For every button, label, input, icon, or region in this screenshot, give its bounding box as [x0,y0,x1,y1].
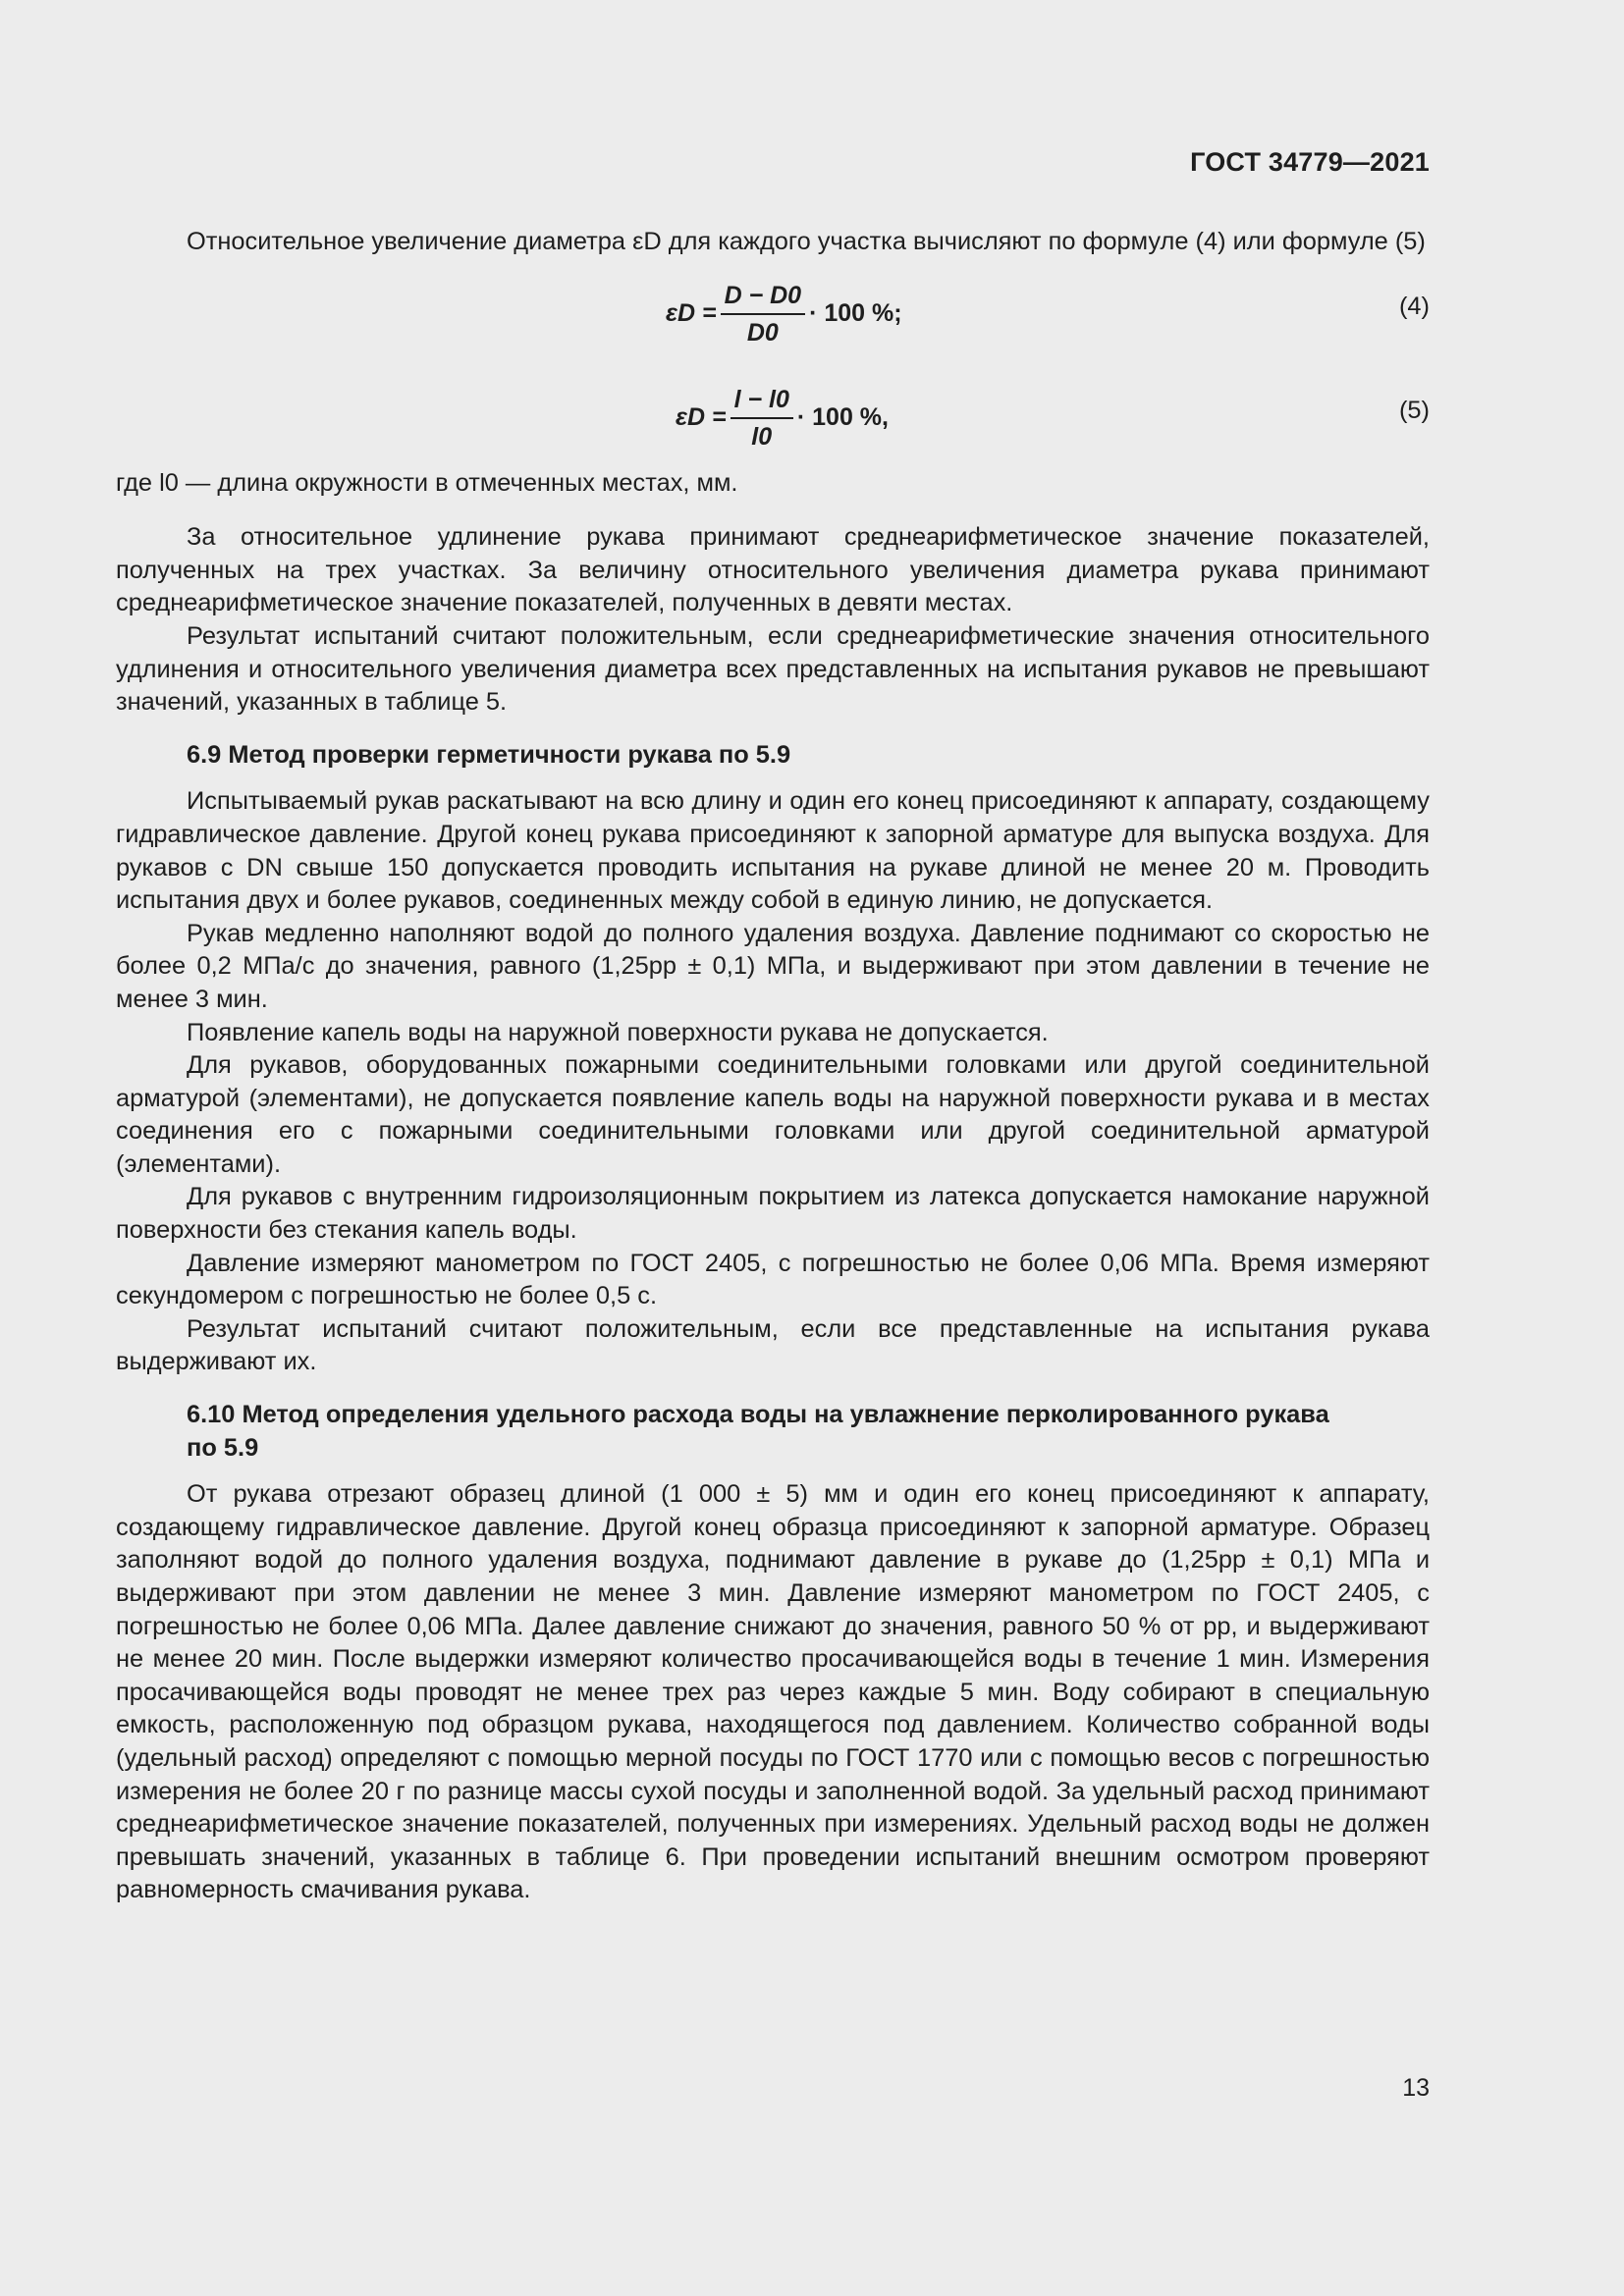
formula-5-number: (5) [1398,396,1430,424]
paragraph: Результат испытаний считают положительным, если все представленные на испытания рукава выдерживают их. [116,1314,1430,1376]
paragraph: От рукава отрезают образец длиной (1 000 ± 5) мм и один его конец присоединяют к аппарату, создающему гидравлическое давление. Другой конец образца присоединяют к запорной арматуре. Образец заполняют водой до полного удаления воздуха, поднимают давление в рукаве до (1,25pp ± 0,1) МПа и выдерживают при этом давлении не менее 3 мин. Давление измеряют манометром по ГОСТ 2405, с погрешностью не более 0,06 МПа. Далее давление снижают до значения, равного 50 % от pp, и выдерживают не менее 20 мин. После выдержки измеряют количество просачивающейся воды в течение 1 мин. Измерения просачивающейся воды проводят не менее трех раз через каждые 5 мин. Воду собирают в специальную емкость, расположенную под образцом рукава, находящегося под давлением. Количество собранной воды (удельный расход) определяют с помощью мерной посуды по ГОСТ 1770 или с помощью весов с погрешностью измерения не более 20 г по разнице массы сухой посуды и заполненной водой. За удельный расход принимают среднеарифметическое значение показателей, полученных при измерениях. Удельный расход воды не должен превышать значений, указанных в таблице 6. При проведении испытаний внешним осмотром проверяют равномерность смачивания рукава. [116,1480,1430,1904]
formula-4-denominator: D0 [746,318,779,347]
formula-5-tail: · 100 %, [796,402,889,431]
formula-5-lhs: εD = [676,402,727,431]
formula-4-tail: · 100 %; [809,298,902,327]
page-content [116,226,1430,1907]
paragraph: Давление измеряют манометром по ГОСТ 2405, с погрешностью не более 0,06 МПа. Время измеряют секундомером с погрешностью не более 0,5 с. [116,1249,1430,1310]
paragraph: Появление капель воды на наружной поверхности рукава не допускается. [187,1018,1049,1046]
formula-4-numerator: D − D0 [721,280,806,315]
paragraph: Результат испытаний считают положительным, если среднеарифметические значения относительного удлинения и относительного увеличения диаметра всех представленных на испытания рукавов не превышают значений, указанных в таблице 5. [116,621,1430,717]
formula-5 [116,369,1430,467]
paragraph: Для рукавов с внутренним гидроизоляционным покрытием из латекса допускается намокание наружной поверхности без стекания капель воды. [116,1183,1430,1245]
page-number: 13 [1402,2074,1430,2102]
document-code: ГОСТ 34779—2021 [1190,147,1430,177]
formula-4-lhs: εD = [666,298,717,327]
paragraph: Для рукавов, оборудованных пожарными соединительными головками или другой соединительной арматурой (элементами), не допускается появление капель воды на наружной поверхности рукава и в местах соединения его с пожарными соединительными головками или другой соединительной арматурой (элементами). [116,1051,1430,1178]
section-title-6-10: 6.10 Метод определения удельного расхода воды на увлажнение перколированного рукава по 5.9 [187,1401,1329,1462]
formula-4 [116,265,1430,363]
paragraph: Рукав медленно наполняют водой до полного удаления воздуха. Давление поднимают со скоростью не более 0,2 МПа/с до значения, равного (1,25pp ± 0,1) МПа, и выдерживают при этом давлении в течение не менее 3 мин. [116,919,1430,1013]
formula-5-numerator: l − l0 [731,384,793,419]
paragraph: Испытываемый рукав раскатывают на всю длину и один его конец присоединяют к аппарату, создающему гидравлическое давление. Другой конец рукава присоединяют к запорной арматуре для выпуска воздуха. Для рукавов с DN свыше 150 допускается проводить испытания на рукаве длиной не менее 20 м. Проводить испытания двух и более рукавов, соединенных между собой в единую линию, не допускается. [116,787,1430,915]
intro-paragraph: Относительное увеличение диаметра εD для каждого участка вычисляют по формуле (4) или формуле (5) [187,228,1426,255]
section-title-6-9: 6.9 Метод проверки герметичности рукава по 5.9 [187,740,791,769]
paragraph: За относительное удлинение рукава принимают среднеарифметическое значение показателей, полученных на трех участках. За величину относительного увеличения диаметра рукава принимают среднеарифметическое значение показателей, полученных в девяти местах. [116,523,1430,617]
formula-5-denominator: l0 [751,422,773,451]
where-clause: где l0 — длина окружности в отмеченных местах, мм. [116,468,738,497]
formula-4-number: (4) [1398,292,1430,320]
